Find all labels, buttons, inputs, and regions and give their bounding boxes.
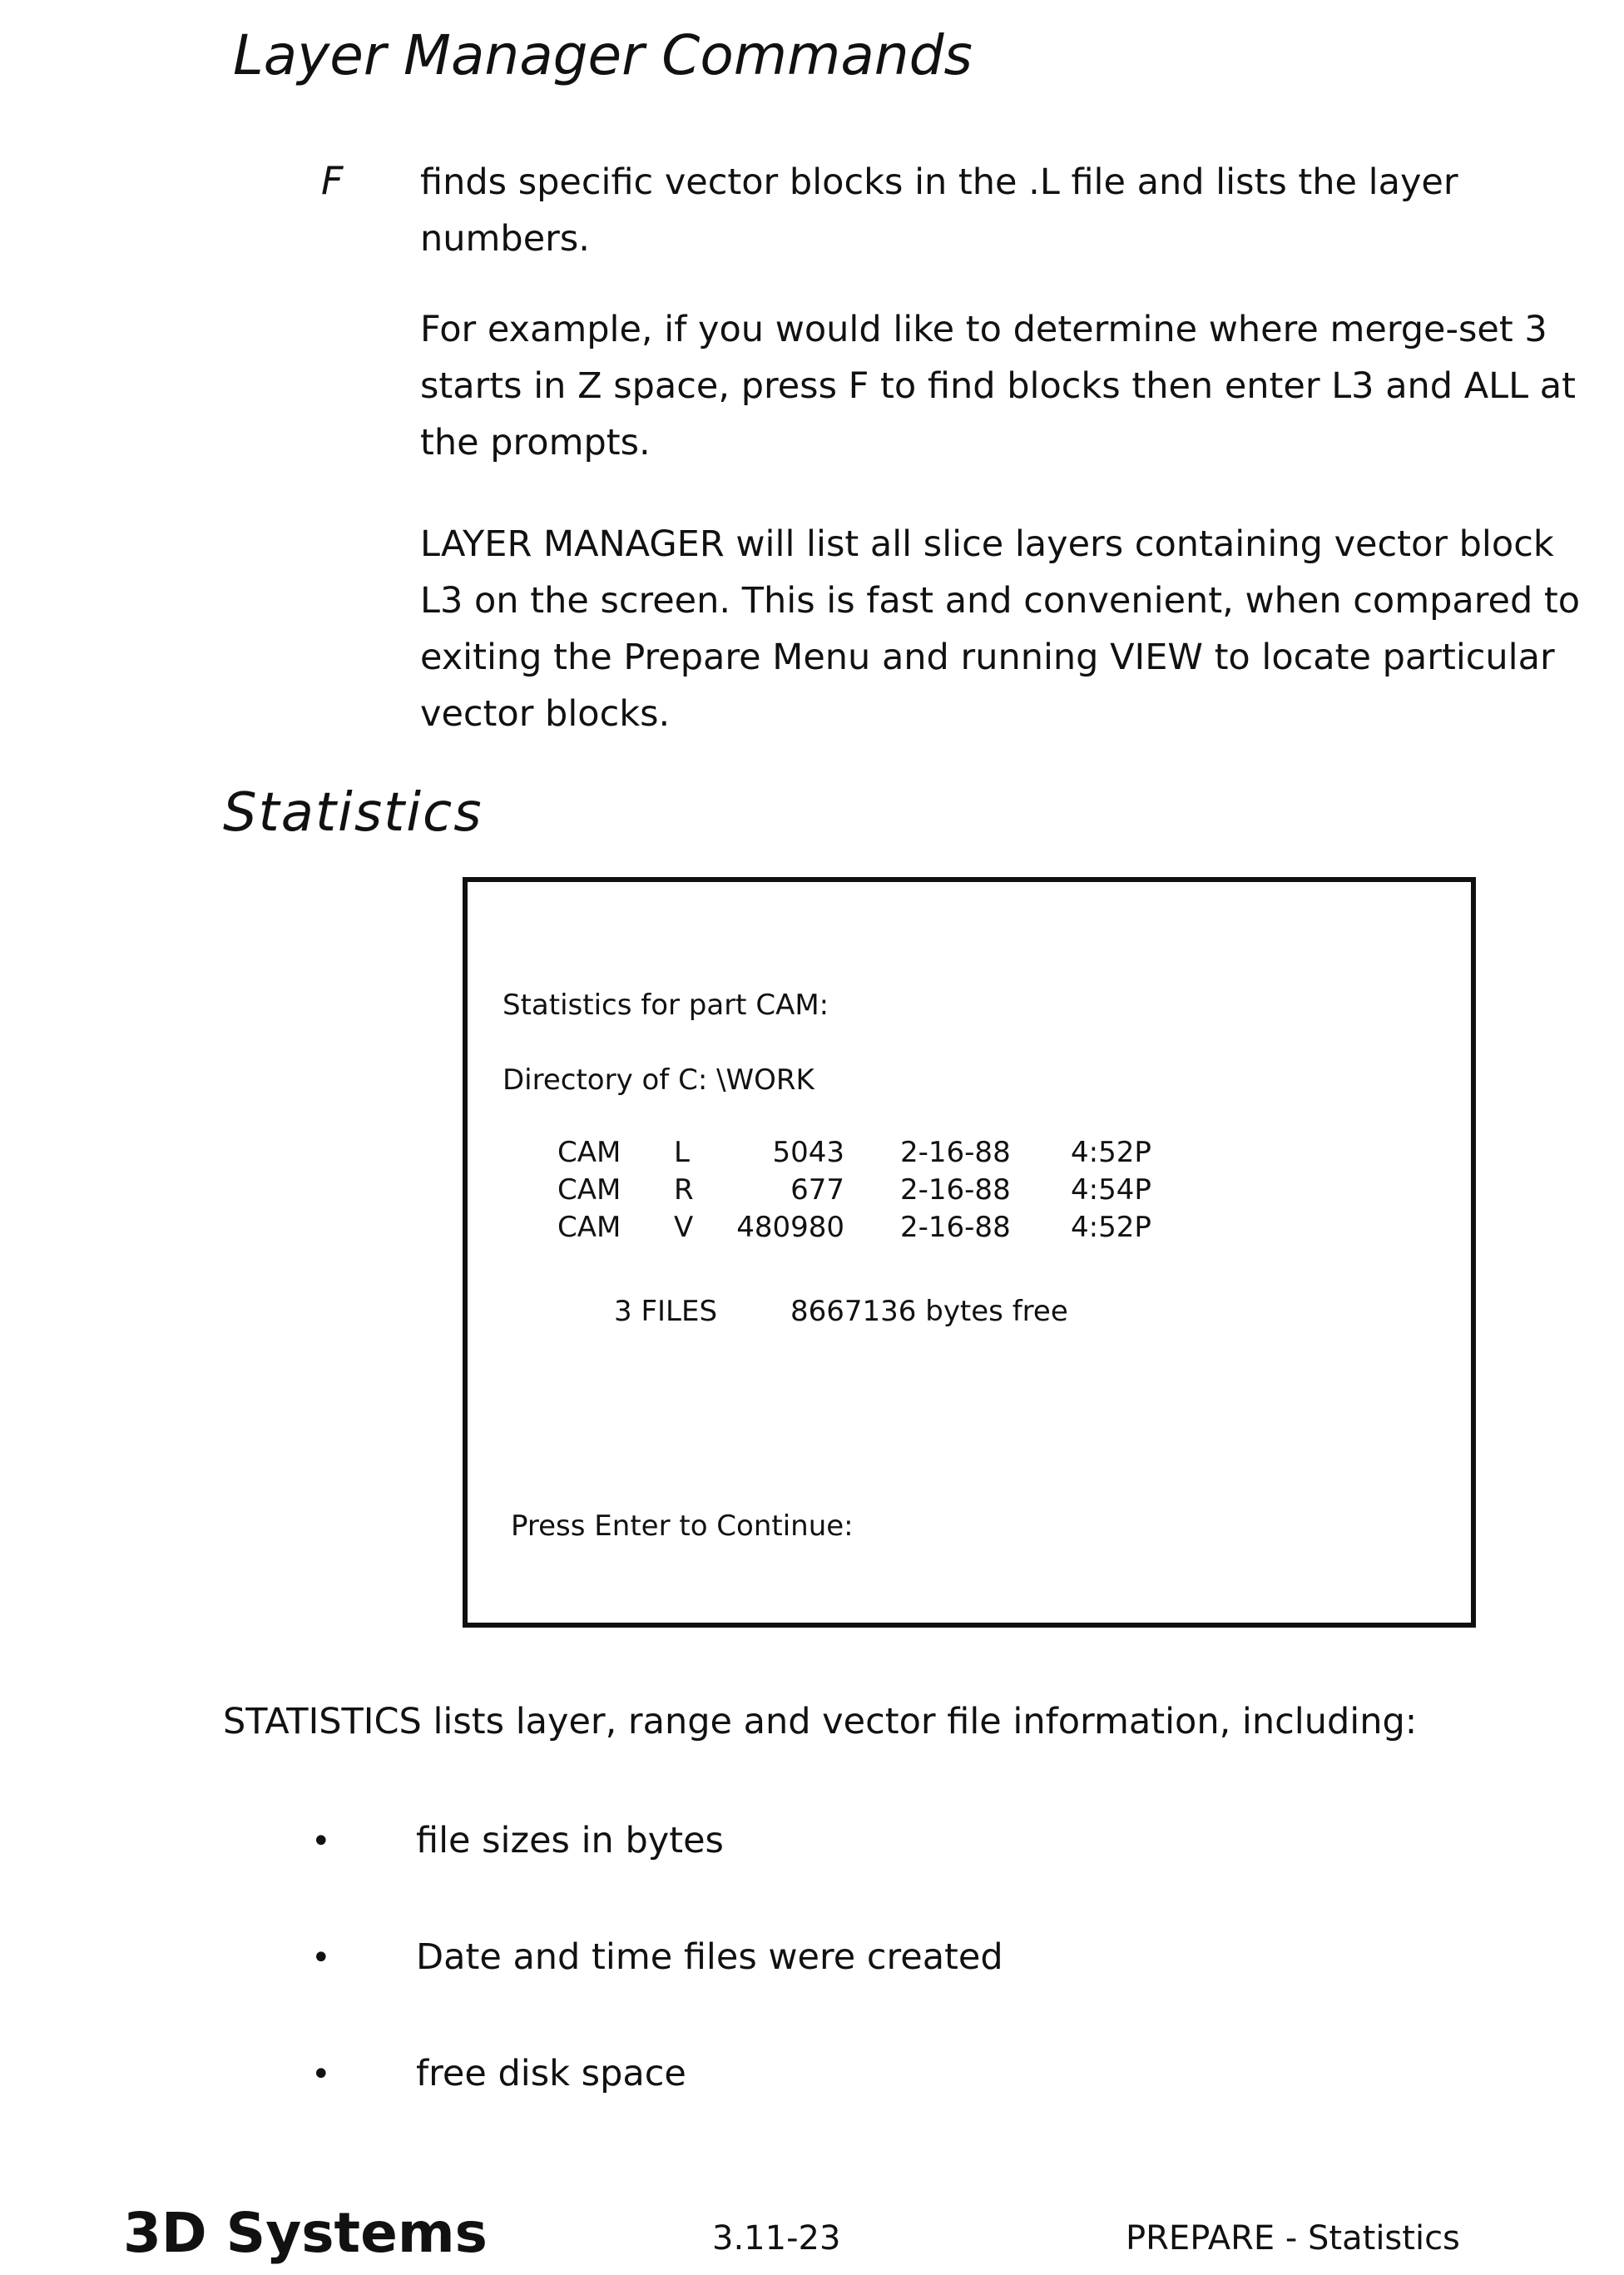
bullet-icon: • — [311, 2055, 331, 2094]
file-name: CAM — [557, 1136, 621, 1169]
file-size: 5043 — [715, 1136, 844, 1169]
bullet-item: free disk space — [416, 2053, 686, 2094]
file-time: 4:52P — [1071, 1211, 1151, 1244]
file-time: 4:52P — [1071, 1136, 1151, 1169]
file-name: CAM — [557, 1173, 621, 1207]
file-size: 677 — [715, 1173, 844, 1207]
file-date: 2-16-88 — [900, 1136, 1011, 1169]
paragraph-layer-manager-note: LAYER MANAGER will list all slice layers containing vector block L3 on the screen. This is fast and convenient, when compared to exiting the Prepare Menu and running VIEW to locate particular vector blocks. — [420, 516, 1585, 742]
paragraph-command-description: finds specific vector blocks in the .L file and lists the layer numbers. — [420, 154, 1585, 267]
section-heading-layer-manager: Layer Manager Commands — [233, 23, 973, 87]
screen-title: Statistics for part CAM: — [503, 989, 829, 1022]
bullet-icon: • — [311, 1939, 331, 1977]
file-size: 480980 — [715, 1211, 844, 1244]
screen-directory: Directory of C: \WORK — [503, 1063, 814, 1097]
section-heading-statistics: Statistics — [223, 782, 483, 844]
file-ext: R — [674, 1173, 694, 1207]
footer-brand: 3D Systems — [123, 2201, 488, 2265]
file-name: CAM — [557, 1211, 621, 1244]
file-date: 2-16-88 — [900, 1211, 1011, 1244]
file-date: 2-16-88 — [900, 1173, 1011, 1207]
footer-page-number: 3.11-23 — [712, 2219, 840, 2258]
file-ext: V — [674, 1211, 693, 1244]
command-letter: F — [321, 158, 343, 203]
footer-section-title: PREPARE - Statistics — [1126, 2219, 1460, 2258]
bytes-free: 8667136 bytes free — [790, 1295, 1068, 1328]
bullet-item: file sizes in bytes — [416, 1820, 724, 1861]
file-time: 4:54P — [1071, 1173, 1151, 1207]
files-count: 3 FILES — [614, 1295, 717, 1328]
bullet-item: Date and time files were created — [416, 1936, 1003, 1978]
paragraph-example: For example, if you would like to determine where merge-set 3 starts in Z space, press F to find blocks then enter L3 and ALL at the prompts. — [420, 301, 1585, 471]
file-ext: L — [674, 1136, 690, 1169]
bullet-icon: • — [311, 1822, 331, 1861]
statistics-description: STATISTICS lists layer, range and vector file information, including: — [223, 1701, 1417, 1742]
continue-prompt: Press Enter to Continue: — [511, 1509, 854, 1543]
